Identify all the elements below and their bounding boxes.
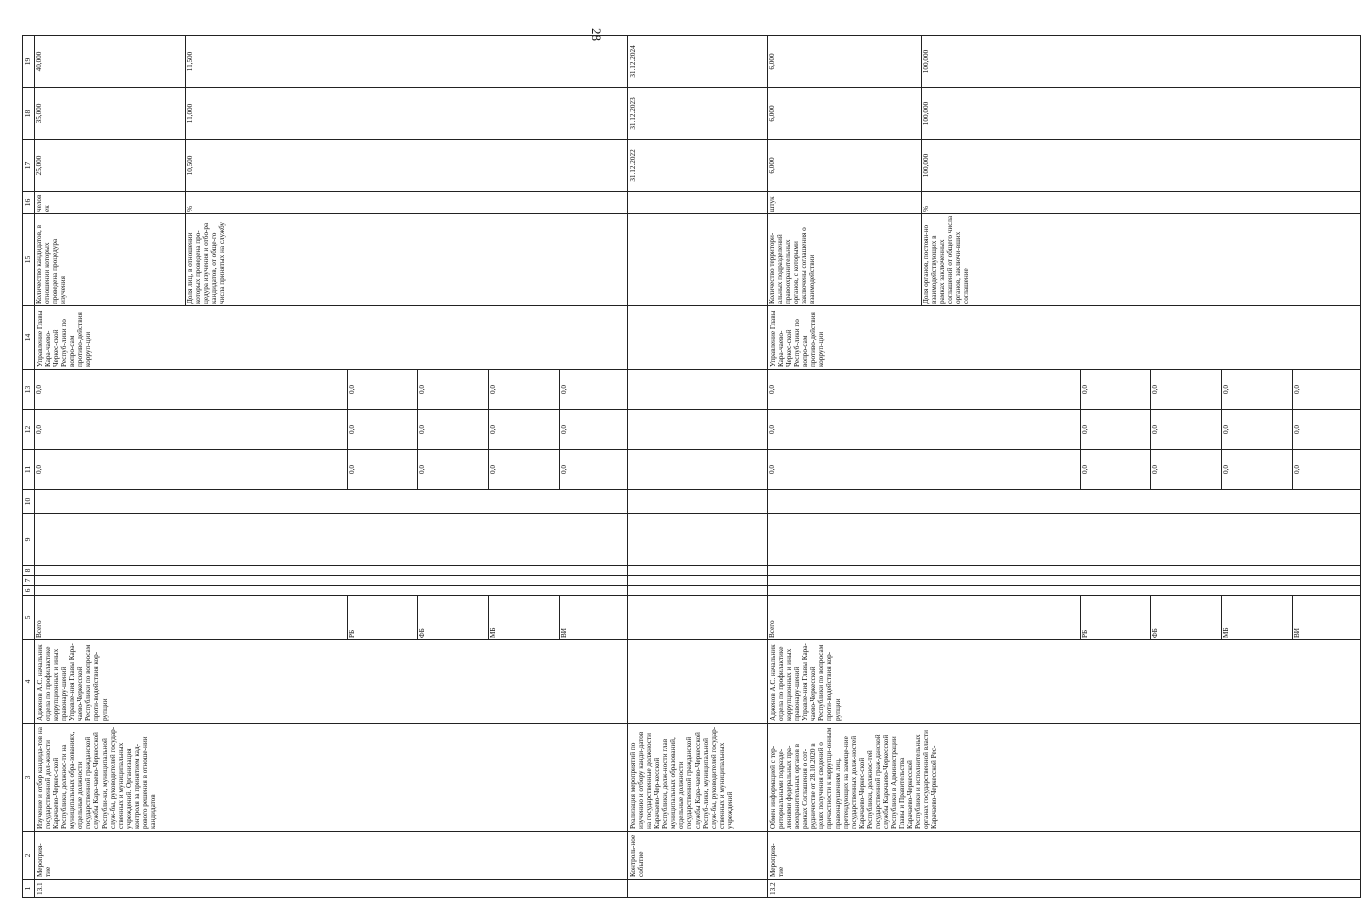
empty-cell — [768, 586, 1361, 596]
target-value: 6,000 — [768, 140, 921, 191]
fund-label: МБ — [1222, 596, 1293, 639]
header-cell: 17 — [23, 140, 35, 192]
unit-value: штук — [768, 192, 921, 213]
row-responsible: Адженов А.С. начальник отдела по профилактике коррупционных и иных правонару-шений Управле-ния Главы Кара-чаево-Черкесской Республики по вопросам проти-водействия кор-рупции — [768, 640, 1361, 724]
page-number: 28 — [589, 28, 604, 41]
indicator-name: Количество территори-альных подразделений правоохранительных органов, с которыми заключены соглашения о взаимодействии — [768, 214, 921, 305]
amount-value: 0,0 — [347, 370, 418, 409]
amount-value: 0,0 — [1292, 465, 1301, 474]
target-value: 6,000 — [768, 88, 921, 139]
row-type: Мероприя-тие — [768, 832, 1361, 880]
target-value: 6,000 — [768, 36, 921, 87]
amount-value: 0,0 — [1292, 385, 1301, 394]
amount-cell — [35, 450, 628, 490]
funds-list — [35, 596, 627, 639]
amount-cell — [768, 410, 1361, 450]
amount-value: 0,0 — [489, 410, 560, 449]
header-cell: 2 — [23, 832, 35, 880]
row-responsible: Адженов А.С. начальник отдела по профилактике коррупционных и иных правонару-шений Управле-ния Главы Кара-чаево-Черкесской Республики по вопросам проти-водействия кор-рупции — [35, 640, 628, 724]
amount-value: 0,0 — [418, 370, 489, 409]
header-cell: 9 — [23, 514, 35, 566]
indicator-name: Доля лиц, в отношении которых проведена про-цедура изучения и отбо-ра кандидатов, от обще-го числа принятых на службу — [186, 222, 227, 304]
amount-value: 0,0 — [768, 370, 1080, 409]
indicator-cell — [768, 214, 1361, 306]
funds-cell — [35, 596, 628, 640]
row-executor: Управление Главы Кара-чаево-Черкес-ской Респуб-лики по вопро-сам противо-действия корруп-ции — [768, 306, 1361, 370]
target-list — [35, 36, 627, 87]
amount-value: 0,0 — [559, 465, 568, 474]
target-value: 100,000 — [921, 101, 930, 126]
unit-value: % — [921, 206, 930, 212]
header-cell: 18 — [23, 88, 35, 140]
amount-value: 0,0 — [35, 370, 347, 409]
header-cell: 16 — [23, 192, 35, 214]
empty-cell — [628, 490, 768, 514]
indicator-name: Доля органов, постоян-но взаимодействующих в рамках заключенных соглашений от общего числа органов, заключи-вших соглашение — [921, 215, 970, 304]
header-cell: 5 — [23, 596, 35, 640]
target-list — [768, 36, 1360, 87]
amount-value: 0,0 — [1222, 410, 1293, 449]
target-value: 100,000 — [921, 49, 930, 74]
amount-cell — [35, 410, 628, 450]
empty-cell — [628, 640, 768, 724]
target-list — [35, 140, 627, 191]
empty-cell — [35, 576, 628, 586]
target-cell — [35, 88, 628, 140]
fund-label: Всего — [768, 596, 1080, 639]
row-description: Реализация мероприятий по изучению и отбору канди-датов на государственные должности Карачаево-Чер-кесской Республики, долж-ности глав муниципальных образований, отдельные должности государственной гражданской службы Кара-чаево-Черкесской Респуб-лики, муниципальной служ-бы, руководителей государ-ственных и муниципальных учреждений — [628, 724, 768, 832]
amount-value: 0,0 — [1151, 450, 1222, 489]
table-row — [35, 36, 628, 898]
header-cell: 13 — [23, 370, 35, 410]
row-type: Контроль-ное событие — [628, 832, 768, 880]
empty-cell — [628, 410, 768, 450]
amount-value: 0,0 — [418, 410, 489, 449]
amount-list — [768, 450, 1360, 489]
fund-label: РБ — [347, 596, 418, 639]
empty-cell — [35, 490, 628, 514]
amount-value: 0,0 — [347, 450, 418, 489]
amount-value: 0,0 — [1222, 450, 1293, 489]
empty-cell — [768, 566, 1361, 576]
target-value: 11,000 — [186, 103, 195, 124]
amount-value: 0,0 — [489, 370, 560, 409]
header-row — [23, 36, 35, 898]
amount-value: 0,0 — [347, 410, 418, 449]
amount-list — [35, 410, 627, 449]
empty-cell — [628, 576, 768, 586]
target-cell — [768, 36, 1361, 88]
empty-cell — [628, 214, 768, 306]
target-list — [768, 140, 1360, 191]
target-list — [35, 88, 627, 139]
amount-value: 0,0 — [35, 410, 347, 449]
header-cell: 12 — [23, 410, 35, 450]
fund-label: ВИ — [1292, 628, 1301, 638]
amount-list — [768, 410, 1360, 449]
unit-list — [35, 192, 627, 213]
amount-value: 0,0 — [418, 450, 489, 489]
row-number: 13.1 — [35, 880, 628, 898]
fund-label: МБ — [489, 596, 560, 639]
header-cell: 14 — [23, 306, 35, 370]
header-cell: 6 — [23, 586, 35, 596]
amount-value: 0,0 — [35, 450, 347, 489]
target-cell — [768, 88, 1361, 140]
empty-cell — [35, 514, 628, 566]
amount-list — [35, 450, 627, 489]
target-list — [768, 88, 1360, 139]
table-row — [628, 36, 768, 898]
target-cell — [35, 36, 628, 88]
empty-cell — [768, 490, 1361, 514]
indicator-cell — [35, 214, 628, 306]
row-description: Изучение и отбор кандида-тов на государственной дол-жности Карачаево-Черкес-ской Республики, должнос-ти на муниципальных обра-зованиях, отдельные должности государственной гражданской службы Кара-чаево-Черкесской Республи-ки, муниципальной служ-бы, руководителей государ-ственных и муниципальных учреждений. Организация контроля за принятием кад-рового решения в отноше-нии кандидатов — [35, 724, 628, 832]
target-value: 10,500 — [186, 155, 195, 176]
row-number: 13.2 — [768, 880, 1361, 898]
control-date: 31.12.2022 — [628, 140, 768, 192]
target-value: 35,000 — [35, 88, 186, 139]
indicator-name: Количество кандидатов, в отношении которых проведена процедура изучения — [35, 214, 186, 305]
amount-value: 0,0 — [1080, 410, 1151, 449]
target-value: 100,000 — [921, 153, 930, 178]
header-cell: 8 — [23, 566, 35, 576]
amount-value: 0,0 — [1151, 370, 1222, 409]
funds-cell — [768, 596, 1361, 640]
control-date: 31.12.2023 — [628, 88, 768, 140]
empty-cell — [628, 306, 768, 370]
row-description: Обмен информацией с тер-риториальными подразде-лениями федеральных пра-воохранительных органов в рамках Соглашения о сот-рудничестве от 28.10.2020 в целях получения сведений о причастности к коррупци-онным правонарушениям лиц, претендующих на замеще-ние государственных долж-ностей Карачаево-Черкес-ской Республики, должнос-тей государственной граж-данской службы Карачаево-Черкесской Республики в Администрации Главы и Правительства Карачаево-Черкесской Республики и исполнительных органах государственной власти Карачаево-Черкесской Рес- — [768, 724, 1361, 832]
amount-value: 0,0 — [1080, 450, 1151, 489]
fund-label: РБ — [1080, 596, 1151, 639]
amount-value: 0,0 — [1151, 410, 1222, 449]
amount-list — [35, 370, 627, 409]
empty-cell — [628, 370, 768, 410]
header-cell: 11 — [23, 450, 35, 490]
amount-value: 0,0 — [768, 410, 1080, 449]
header-cell: 15 — [23, 214, 35, 306]
program-table — [22, 35, 1361, 898]
empty-cell — [628, 596, 768, 640]
amount-value: 0,0 — [1222, 370, 1293, 409]
amount-value: 0,0 — [489, 450, 560, 489]
target-value: 11,500 — [186, 51, 195, 72]
empty-cell — [628, 450, 768, 490]
amount-value: 0,0 — [1080, 370, 1151, 409]
target-cell — [768, 140, 1361, 192]
amount-value: 0,0 — [768, 450, 1080, 489]
unit-list — [768, 192, 1360, 213]
amount-cell — [768, 450, 1361, 490]
fund-label: ВИ — [559, 628, 568, 638]
funds-list — [768, 596, 1360, 639]
empty-cell — [35, 566, 628, 576]
control-date: 31.12.2024 — [628, 36, 768, 88]
empty-cell — [768, 576, 1361, 586]
empty-cell — [35, 586, 628, 596]
indicator-list — [35, 214, 627, 305]
empty-cell — [768, 514, 1361, 566]
unit-cell — [35, 192, 628, 214]
header-cell: 19 — [23, 36, 35, 88]
unit-value: человек — [35, 192, 186, 213]
rotated-page — [22, 36, 1301, 898]
target-value: 40,000 — [35, 36, 186, 87]
fund-label: ФБ — [1151, 596, 1222, 639]
empty-cell — [628, 880, 768, 898]
header-cell: 1 — [23, 880, 35, 898]
indicator-list — [768, 214, 1360, 305]
empty-cell — [628, 566, 768, 576]
header-cell: 10 — [23, 490, 35, 514]
header-cell: 3 — [23, 724, 35, 832]
amount-value: 0,0 — [1292, 425, 1301, 434]
fund-label: Всего — [35, 596, 347, 639]
amount-value: 0,0 — [559, 425, 568, 434]
row-type: Мероприя-тие — [35, 832, 628, 880]
amount-cell — [35, 370, 628, 410]
amount-list — [768, 370, 1360, 409]
target-value: 25,000 — [35, 140, 186, 191]
unit-cell — [768, 192, 1361, 214]
header-cell: 4 — [23, 640, 35, 724]
header-cell: 7 — [23, 576, 35, 586]
empty-cell — [628, 192, 768, 214]
row-executor: Управление Главы Кара-чаево-Черкес-ской Респуб-лики по вопро-сам противо-действия корруп-ции — [35, 306, 628, 370]
target-cell — [35, 140, 628, 192]
unit-value: % — [186, 206, 195, 212]
table-row — [768, 36, 1361, 898]
empty-cell — [628, 514, 768, 566]
empty-cell — [628, 586, 768, 596]
fund-label: ФБ — [418, 596, 489, 639]
amount-cell — [768, 370, 1361, 410]
amount-value: 0,0 — [559, 385, 568, 394]
